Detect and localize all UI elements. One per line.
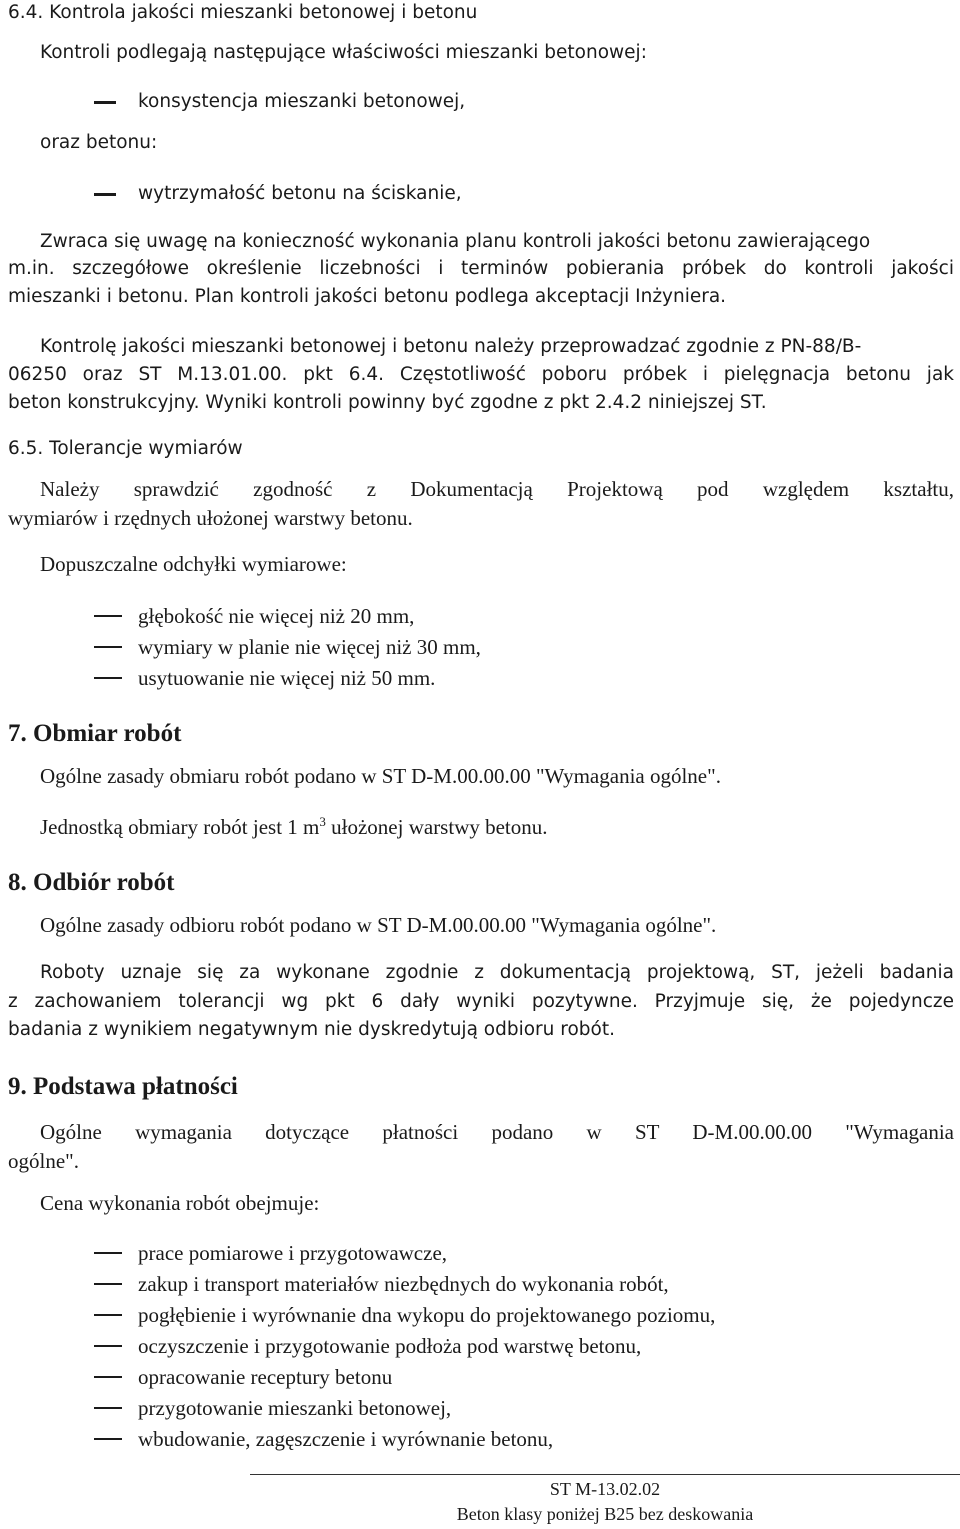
list-dash — [94, 1252, 122, 1254]
list-item: prace pomiarowe i przygotowawcze, — [138, 1241, 448, 1265]
list-dash — [94, 1376, 122, 1378]
list-dash — [94, 1345, 122, 1347]
list-item: wbudowanie, zagęszczenie i wyrównanie betonu, — [138, 1427, 554, 1451]
list-item: konsystencja mieszanki betonowej, — [138, 91, 466, 112]
list-item: oczyszczenie i przygotowanie podłoża pod warstwę betonu, — [138, 1334, 642, 1358]
paragraph-line: badania z wynikiem negatywnym nie dyskredytują odbioru robót. — [8, 1019, 615, 1040]
list-item: głębokość nie więcej niż 20 mm, — [138, 604, 415, 628]
paragraph-line: Roboty uznaje się za wykonane zgodnie z dokumentacją projektową, ST, jeżeli badania — [40, 962, 954, 983]
list-dash — [94, 677, 122, 679]
section-9-intro: Cena wykonania robót obejmuje: — [40, 1191, 320, 1215]
footer-rule — [250, 1474, 960, 1475]
list-dash — [94, 101, 116, 104]
footer-code: ST M-13.02.02 — [549, 1479, 661, 1499]
paragraph-line: beton konstrukcyjny. Wyniki kontroli powinny być zgodne z pkt 2.4.2 niniejszej ST. — [8, 392, 767, 413]
section-6-5-intro: Dopuszczalne odchyłki wymiarowe: — [40, 552, 347, 576]
paragraph-line: Zwraca się uwagę na konieczność wykonania planu kontroli jakości betonu zawierającego — [40, 231, 871, 252]
paragraph-line: z zachowaniem tolerancji wg pkt 6 dały wyniki pozytywne. Przyjmuje się, że pojedyncze — [8, 991, 954, 1012]
paragraph-line: Kontrolę jakości mieszanki betonowej i betonu należy przeprowadzać zgodnie z PN-88/B- — [40, 336, 862, 357]
section-8-heading: 8. Odbiór robót — [8, 869, 175, 896]
section-9-heading: 9. Podstawa płatności — [8, 1073, 238, 1100]
list-dash — [94, 1314, 122, 1316]
list-dash — [94, 1438, 122, 1440]
paragraph-line: m.in. szczegółowe określenie liczebności i terminów pobierania próbek do kontroli jakości — [8, 258, 954, 279]
list-item: wymiary w planie nie więcej niż 30 mm, — [138, 635, 481, 659]
paragraph-line: Ogólne wymagania dotyczące płatności podano w ST D-M.00.00.00 "Wymagania — [40, 1120, 954, 1144]
paragraph-line: Ogólne zasady odbioru robót podano w ST D-M.00.00.00 "Wymagania ogólne". — [40, 913, 717, 937]
paragraph-line: Ogólne zasady obmiaru robót podano w ST D-M.00.00.00 "Wymagania ogólne". — [40, 764, 721, 788]
list-item: opracowanie receptury betonu — [138, 1365, 393, 1389]
list-item: pogłębienie i wyrównanie dna wykopu do projektowanego poziomu, — [138, 1303, 716, 1327]
paragraph-line: 06250 oraz ST M.13.01.00. pkt 6.4. Częstotliwość poboru próbek i pielęgnacja betonu jak — [8, 364, 954, 385]
section-6-4-oraz: oraz betonu: — [40, 132, 158, 153]
list-item: przygotowanie mieszanki betonowej, — [138, 1396, 452, 1420]
paragraph-line: wymiarów i rzędnych ułożonej warstwy betonu. — [8, 506, 413, 530]
list-dash — [94, 1407, 122, 1409]
paragraph-line: ogólne". — [8, 1149, 79, 1173]
paragraph-line: mieszanki i betonu. Plan kontroli jakości betonu podlega akceptacji Inżyniera. — [8, 286, 727, 307]
paragraph-line: Jednostką obmiary robót jest 1 $m^3$ ułożonej warstwy betonu. — [40, 814, 548, 839]
list-dash — [94, 1283, 122, 1285]
section-6-4-intro: Kontroli podlegają następujące właściwości mieszanki betonowej: — [40, 42, 647, 63]
list-dash — [94, 646, 122, 648]
list-dash — [94, 193, 116, 196]
list-item: zakup i transport materiałów niezbędnych do wykonania robót, — [138, 1272, 669, 1296]
list-item: wytrzymałość betonu na ściskanie, — [138, 183, 462, 204]
section-6-5-heading: 6.5. Tolerancje wymiarów — [8, 438, 243, 459]
footer-title: Beton klasy poniżej B25 bez deskowania — [456, 1504, 754, 1524]
section-6-4-heading: 6.4. Kontrola jakości mieszanki betonowej i betonu — [8, 2, 478, 23]
section-7-heading: 7. Obmiar robót — [8, 720, 182, 747]
list-dash — [94, 615, 122, 617]
list-item: usytuowanie nie więcej niż 50 mm. — [138, 666, 436, 690]
paragraph-line: Należy sprawdzić zgodność z Dokumentacją Projektową pod względem kształtu, — [40, 477, 954, 501]
